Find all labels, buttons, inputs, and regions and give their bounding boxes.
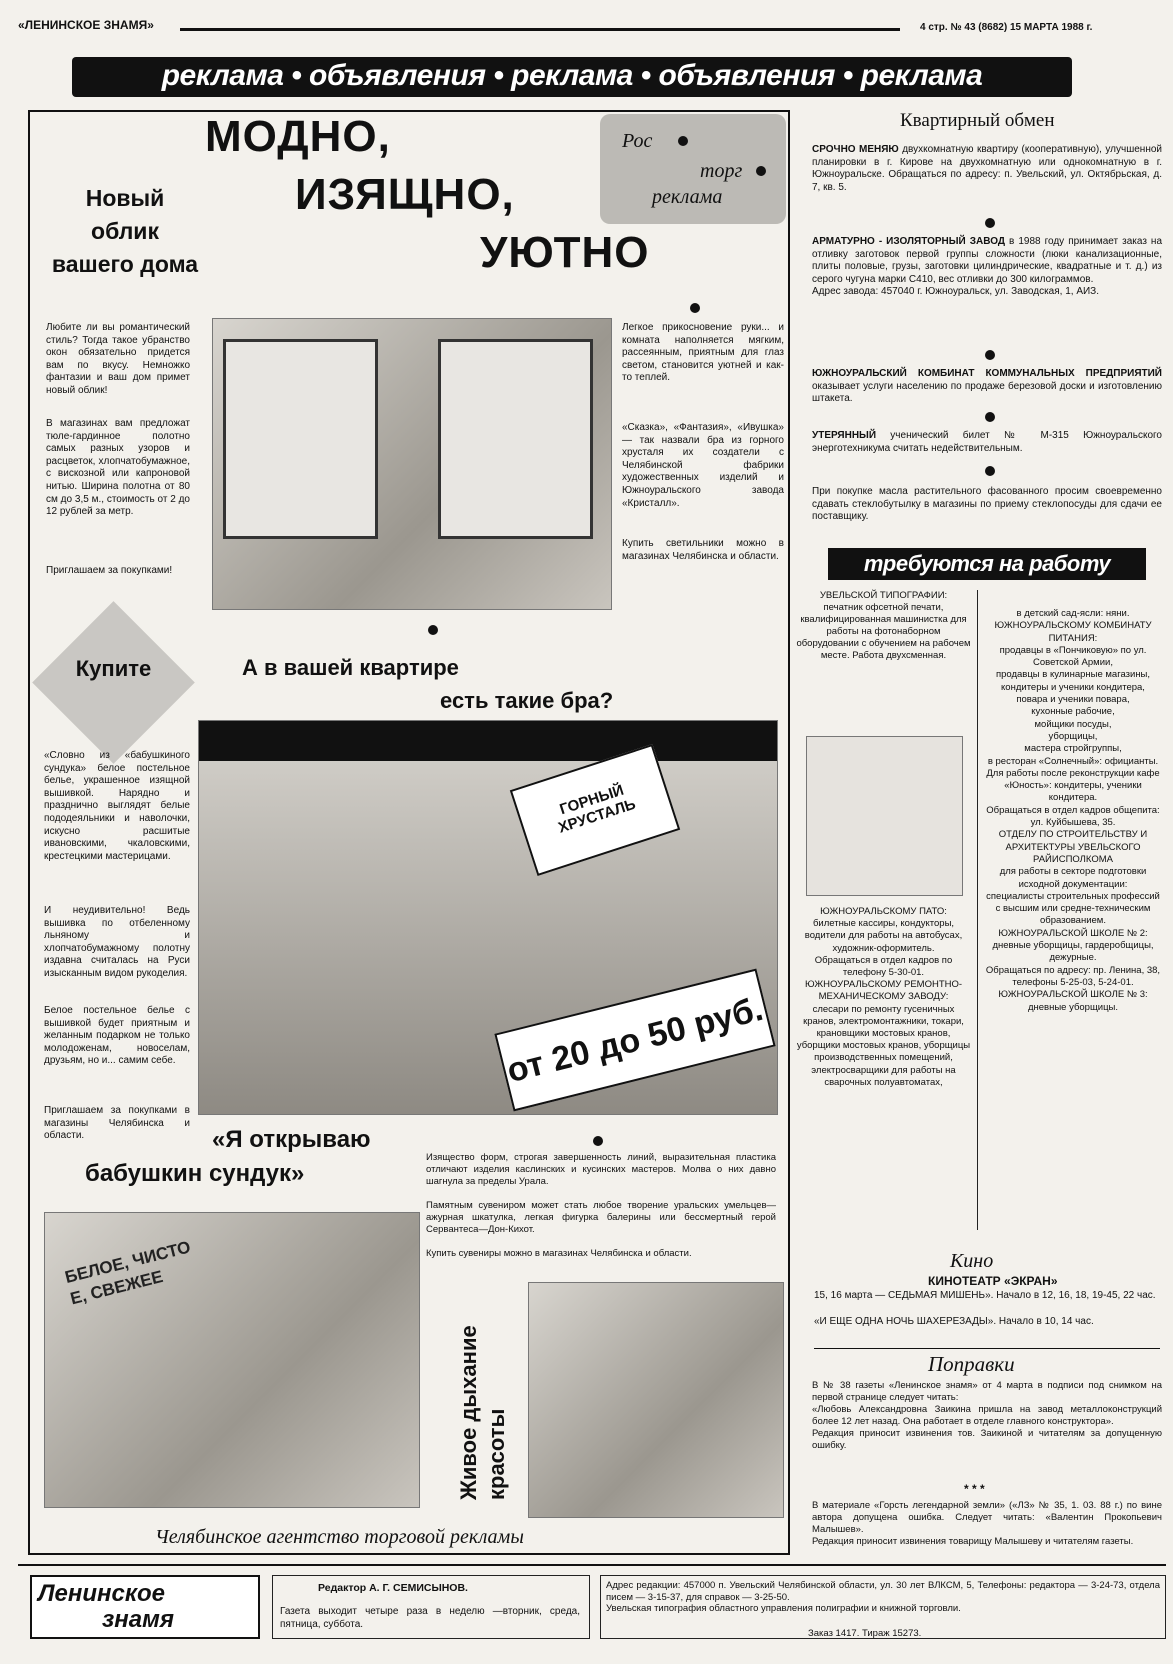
souvenir-p2: Памятным сувениром может стать любое творение уральских умельцев—ажурная шкатулка, легкая фигурка балерины или бессмертный герой Сервантеса—Дон-Кихот. xyxy=(426,1200,776,1235)
right-p1: Легкое прикосновение руки... и комната наполняется мягким, рассеянным, приятным для глаз светом, становится уютней и как-то теплей. xyxy=(622,322,784,384)
right-p2: «Сказка», «Фантазия», «Ивушка» — так назвали бра из горного хрусталя их создатели с Челябинской фабрики художественных изделий и Южноуральского завода «Кристалл». xyxy=(622,422,784,509)
price-tag: от 20 до 50 руб. xyxy=(494,969,775,1112)
footer-order: Заказ 1417. Тираж 15273. xyxy=(808,1628,922,1639)
popravki-p1: В № 38 газеты «Ленинское знамя» от 4 марта в подписи под снимком на первой странице следует читать: «Любовь Александровна Заикина пришла на завод металлоконструкций более 12 лет назад. Она работает в отделе главного конструктора». Редакция приносит извинения тов. Заикиной и читателям за допущенную ошибку. xyxy=(812,1380,1162,1451)
agency-line: Челябинское агентство торговой рекламы xyxy=(155,1526,524,1548)
masthead-issue: 4 стр. № 43 (8682) 15 МАРТА 1988 г. xyxy=(920,22,1093,33)
left-p1: Любите ли вы романтический стиль? Тогда такое убранство окон обязательно придется вам по вкусу. Немножко фантазии и ваш дом примет новый облик! xyxy=(46,322,190,396)
footer-schedule: Газета выходит четыре раза в неделю —вторник, среда, пятница, суббота. xyxy=(280,1606,580,1630)
zhivoe-caption: Живое дыхание красоты xyxy=(456,1325,509,1500)
souvenir-p3: Купить сувениры можно в магазинах Челябинска и области. xyxy=(426,1248,692,1259)
left-p2: В магазинах вам предложат тюле-гардинное полотно самых разных узоров и расцветок, хлопчатобумажное, с вискозной или капроновой нитью. Ширина полотна от 80 см до 3,5 м., стоимость от 2 до 12 рублей за метр. xyxy=(46,418,190,518)
kv-item-3: УТЕРЯННЫЙ ученический билет № М-315 Южноуральского энерготехникума считать недействительным. xyxy=(812,430,1162,454)
left-title: Новый облик вашего дома xyxy=(51,185,199,277)
kvartirny-title: Квартирный обмен xyxy=(900,110,1055,131)
linen-p3: Белое постельное белье с вышивкой будет приятным и желанным подарком не только молодоженам, новоселам, друзьям, но и... самим себе. xyxy=(44,1005,190,1067)
crystal-star: ГОРНЫЙ ХРУСТАЛЬ xyxy=(510,744,680,876)
kino-line2: «И ЕЩЕ ОДНА НОЧЬ ШАХЕРЕЗАДЫ». Начало в 10, 14 час. xyxy=(814,1316,1094,1327)
kino-line1: 15, 16 марта — СЕДЬМАЯ МИШЕНЬ». Начало в 12, 16, 18, 19-45, 22 час. xyxy=(814,1290,1156,1301)
footer-address: Адрес редакции: 457000 п. Увельский Челябинской области, ул. 30 лет ВЛКСМ, 5, Телефоны: редактора — 3-24-73, отдела писем — 3-15-37, для справок — 3-25-50. Увельская типография областного управления полиграфии и книжной торговли. xyxy=(606,1580,1160,1614)
bed-linen-photo xyxy=(44,1212,420,1508)
souvenir-p1: Изящество форм, строгая завершенность линий, выразительная пластика отличают изделия каслинских и кусинских мастеров. Молва о них давно шагнула за пределы Урала. xyxy=(426,1152,776,1187)
linen-p2: И неудивительно! Ведь вышивка по отбеленному льняному и хлопчатобумажному полотну издавна считалась на Руси изысканным видом рукоделия. xyxy=(44,905,190,979)
bus-illustration xyxy=(806,736,963,896)
masthead-rule xyxy=(180,28,900,31)
sunduk-title-1: «Я открываю xyxy=(212,1126,371,1153)
footer-editor: Редактор А. Г. СЕМИСЫНОВ. xyxy=(318,1582,468,1594)
bra-question-1: А в вашей квартире xyxy=(242,655,459,680)
jobs-title: требуются на работу xyxy=(828,548,1146,580)
kv-item-4: При покупке масла растительного фасованного просим своевременно сдавать стеклобутылку в магазины по приему стеклопосуды для сдачи ее поставщику. xyxy=(812,486,1162,523)
bra-question-2: есть такие бра? xyxy=(440,688,614,713)
left-p3: Приглашаем за покупками! xyxy=(46,565,173,576)
jobs-col1b: ЮЖНОУРАЛЬСКОМУ ПАТО: билетные кассиры, кондукторы, водители для работы на автобусах, художник-оформитель. Обращаться в отдел кадров по телефону 5-30-01. ЮЖНОУРАЛЬСКОМУ РЕМОНТНО-МЕХАНИЧЕСКОМУ ЗАВОДУ: слесари по ремонту гусеничных кранов, электромонтажники, токари, крановщики мостовых кранов, уборщики мостовых кранов, уборщицы производственных помещений, электросварщики для работы на сварочных полуавтоматах, xyxy=(796,906,971,1088)
kv-item-1: АРМАТУРНО - ИЗОЛЯТОРНЫЙ ЗАВОД в 1988 году принимает заказ на отливку заготовок первой группы сложности (люки канализационные, плиты половые, грузы, заготовки цилиндрические, квадратные и т. д.) из серого чугуна марки С410, вес отливки до 300 килограммов. Адрес завода: 457040 г. Южноуральск, ул. Заводская, 1, АИЗ. xyxy=(812,236,1162,298)
kv-item-0: СРОЧНО МЕНЯЮ двухкомнатную квартиру (кооперативную), улучшенной планировки в г. Кирове на двухкомнатную или однокомнатную в г. Южноуральске. Обращаться по адресу: п. Увельский, ул. Октябрьская, д. 7, кв. 5. xyxy=(812,144,1162,193)
headline-1: МОДНО, xyxy=(205,112,391,161)
masthead-paper: «ЛЕНИНСКОЕ ЗНАМЯ» xyxy=(18,18,154,32)
popravki-title: Поправки xyxy=(928,1352,1015,1376)
linen-p1: «Словно из «бабушкиного сундука» белое постельное белье, украшенное изящной вышивкой. Нарядно и празднично выглядят белые пододеяльники и наволочки, искусно расшитые ивановскими, чкаловскими, крестецкими мастерицами. xyxy=(44,750,190,862)
kupite-label: Купите xyxy=(75,656,152,681)
footer-logo-line2: знамя xyxy=(102,1606,174,1633)
ad-banner: реклама • объявления • реклама • объявления • реклама xyxy=(72,57,1072,97)
curtains-photo xyxy=(212,318,612,610)
souvenir-photo xyxy=(528,1282,784,1518)
right-p3: Купить светильники можно в магазинах Челябинска и области. xyxy=(622,538,784,562)
belo-caption: БЕЛОЕ, ЧИСТО Е, СВЕЖЕЕ xyxy=(62,1237,193,1309)
jobs-col1: УВЕЛЬСКОЙ ТИПОГРАФИИ: печатник офсетной печати, квалифицированная машинистка для работы на фотонаборном оборудовании с обучением на рабочем месте. Работа двухсменная. xyxy=(796,590,971,661)
rostorg-badge: Рос торг реклама xyxy=(600,114,786,224)
kino-title: Кино xyxy=(950,1250,994,1272)
kv-item-2: ЮЖНОУРАЛЬСКИЙ КОМБИНАТ КОММУНАЛЬНЫХ ПРЕДПРИЯТИЙ оказывает услуги населению по продаже березовой доски и изготовлению штакета. xyxy=(812,368,1162,405)
linen-p4: Приглашаем за покупками в магазины Челябинска и области. xyxy=(44,1105,190,1142)
headline-2: ИЗЯЩНО, xyxy=(295,170,515,219)
popravki-stars: * * * xyxy=(964,1482,985,1496)
footer-logo xyxy=(30,1575,260,1639)
headline-3: УЮТНО xyxy=(480,228,650,277)
footer-logo-line1: Ленинское xyxy=(38,1580,166,1607)
sunduk-title-2: бабушкин сундук» xyxy=(85,1160,305,1187)
kino-theatre: КИНОТЕАТР «ЭКРАН» xyxy=(928,1274,1058,1288)
popravki-p2: В материале «Горсть легендарной земли» («ЛЗ» № 35, 1. 03. 88 г.) по вине автора допущена ошибка. Следует читать: «Валентин Прокопьевич Малышев». Редакция приносит извинения товарищу Малышеву и читателям газеты. xyxy=(812,1500,1162,1547)
jobs-col2: в детский сад-ясли: няни. ЮЖНОУРАЛЬСКОМУ КОМБИНАТУ ПИТАНИЯ: продавцы в «Пончиковую» по ул. Советской Армии, продавцы в кулинарные магазины, кондитеры и ученики кондитера, повара и ученики повара, кухонные рабочие, мойщики посуды, уборщицы, мастера стройгруппы, в ресторан «Солнечный»: официанты. Для работы после реконструкции кафе «Юность»: кондитеры, ученики кондитера. Обращаться в отдел кадров общепита: ул. Куйбышева, 35. ОТДЕЛУ ПО СТРОИТЕЛЬСТВУ И АРХИТЕКТУРЫ УВЕЛЬСКОГО РАЙИСПОЛКОМА для работы в секторе подготовки исходной документации: специалисты строительных профессий с высшим или средне-техническим образованием. ЮЖНОУРАЛЬСКОЙ ШКОЛЕ № 2: дневные уборщицы, гардеробщицы, дежурные. Обращаться по адресу: пр. Ленина, 38, телефоны 5-25-03, 5-24-01. ЮЖНОУРАЛЬСКОЙ ШКОЛЕ № 3: дневные уборщицы. xyxy=(985,608,1161,1013)
